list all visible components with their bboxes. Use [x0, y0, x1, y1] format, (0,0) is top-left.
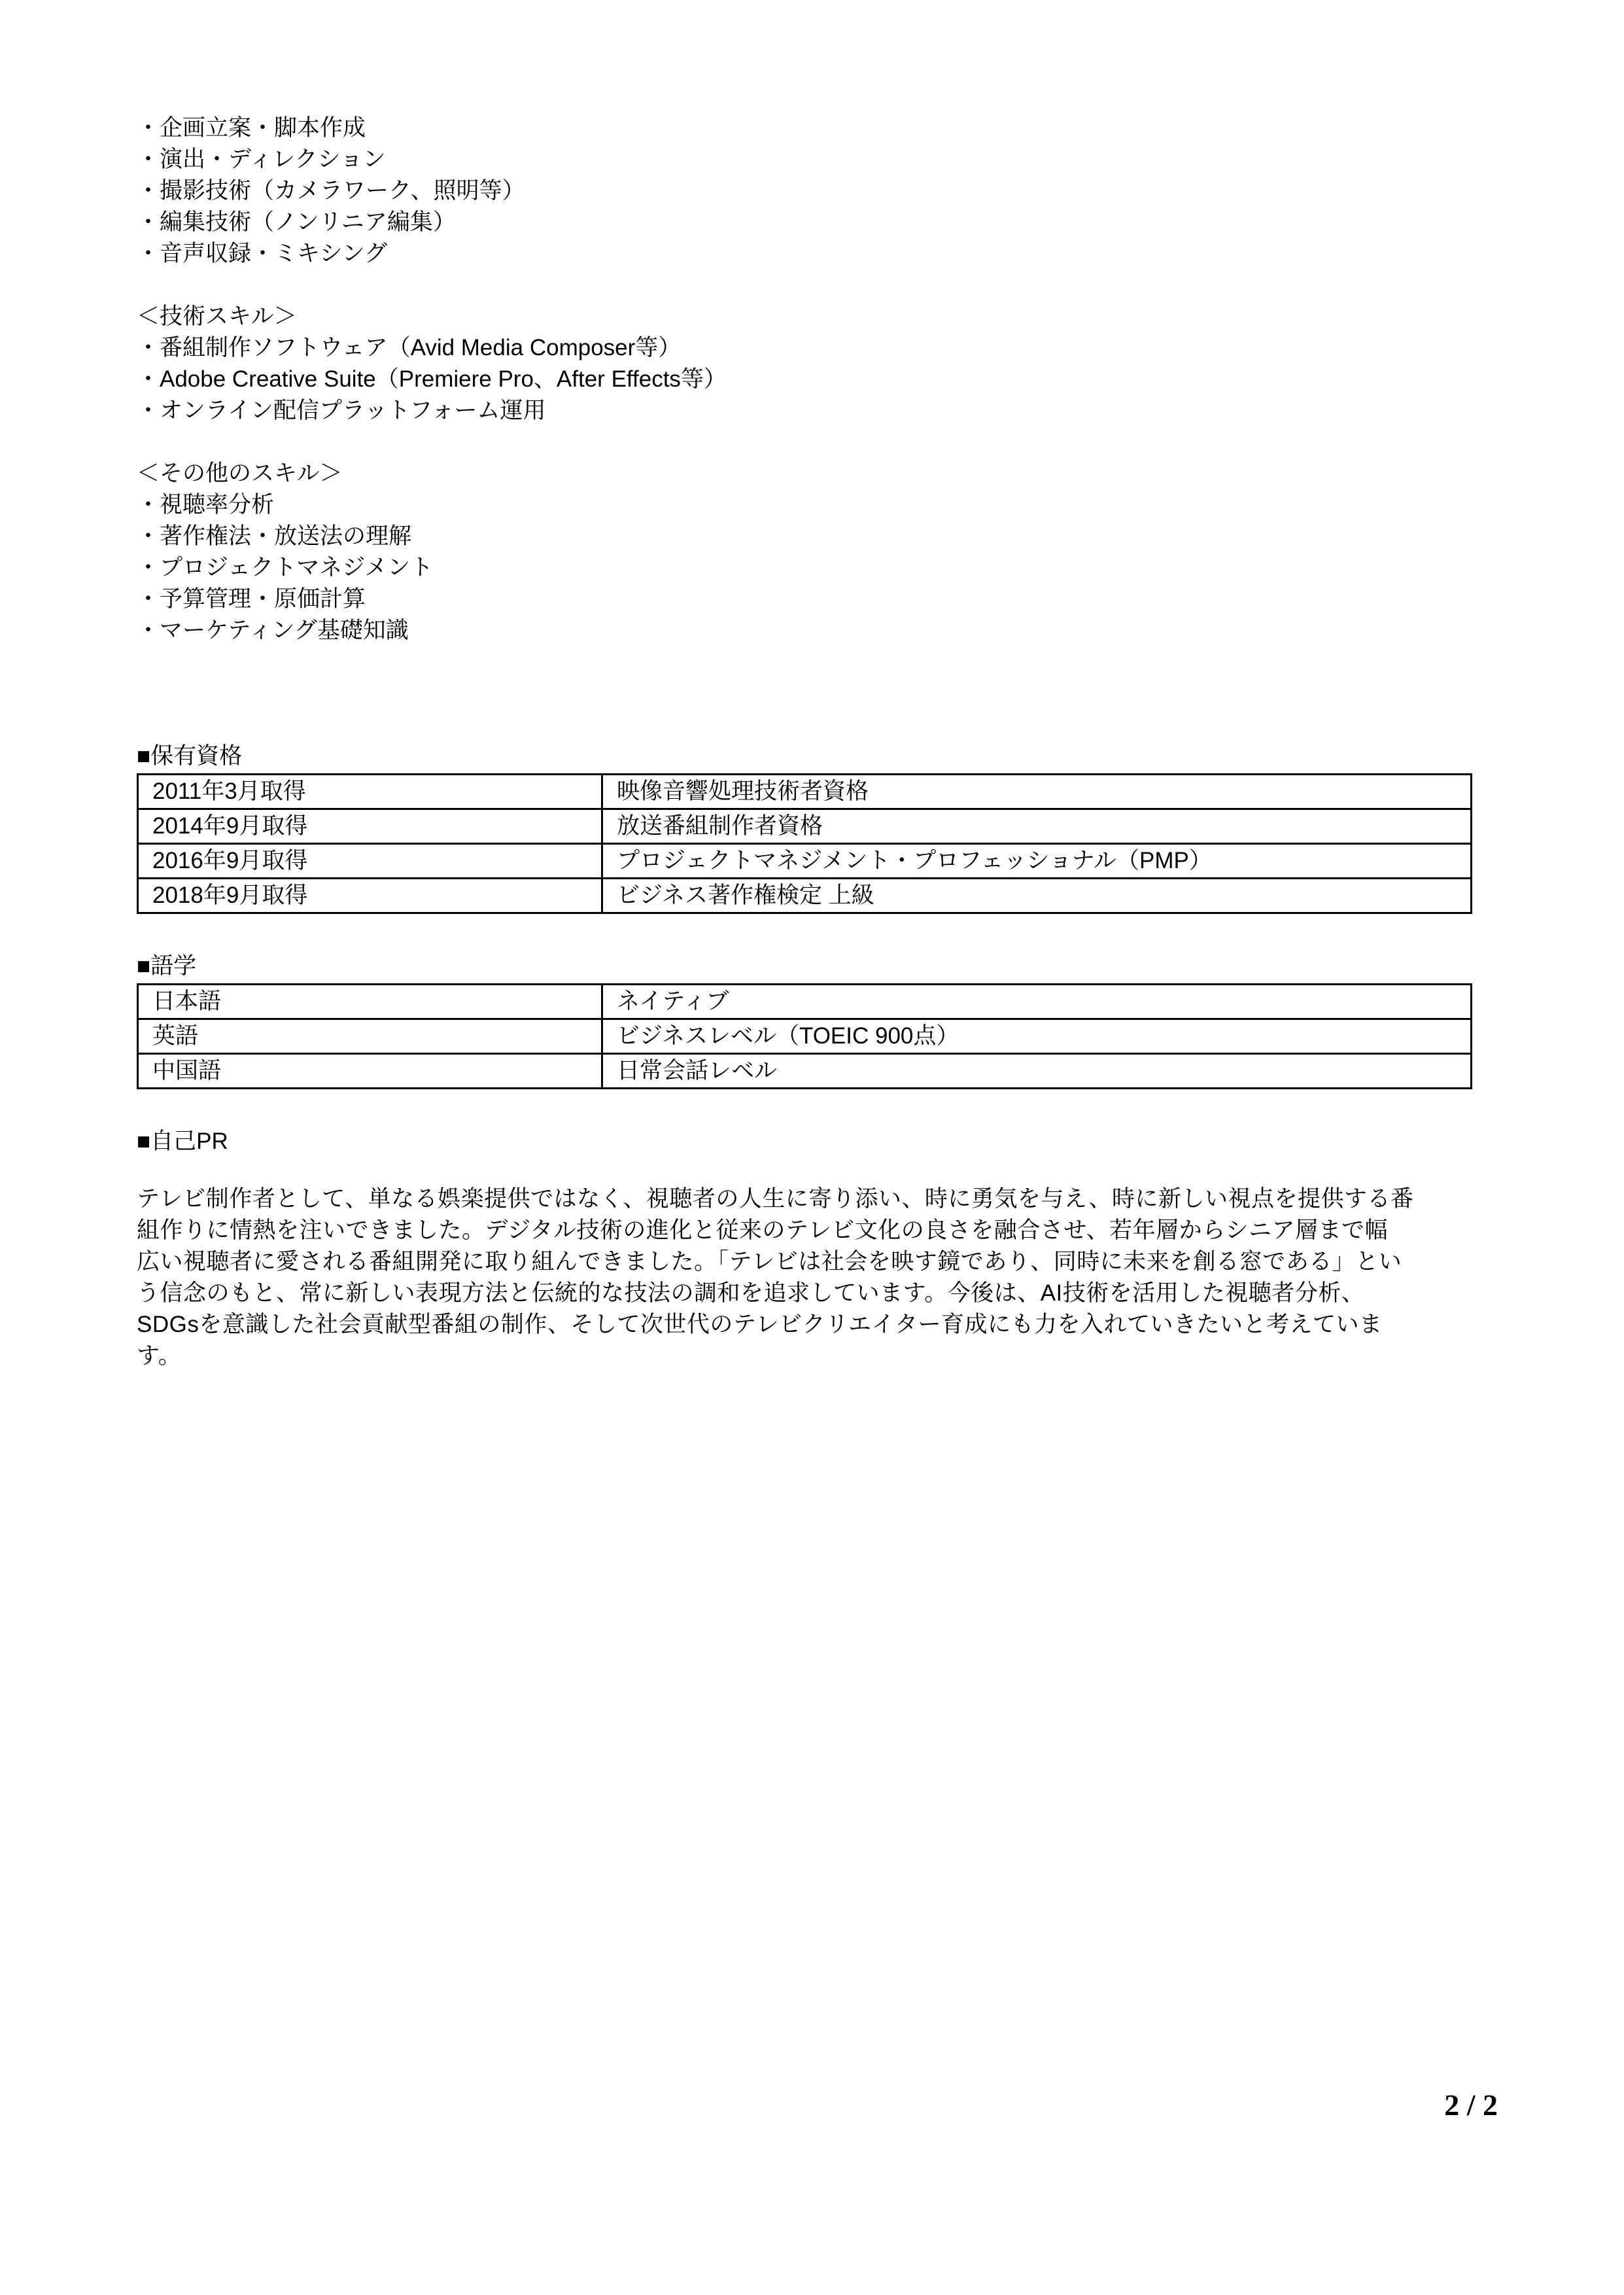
language-name-cell: 中国語 [138, 1054, 602, 1089]
list-item: ・著作権法・放送法の理解 [137, 523, 412, 549]
certifications-section [137, 741, 1498, 914]
section-heading: ＜その他のスキル＞ [137, 461, 343, 486]
table-row [138, 775, 1472, 809]
paragraph-line: す。 [137, 1343, 182, 1369]
section-heading: ■語学 [137, 953, 197, 979]
resume-content [137, 113, 1498, 1372]
certification-date-cell: 2016年9月取得 [138, 844, 602, 879]
page-number: 2 / 2 [1444, 2088, 1498, 2122]
table-row [138, 879, 1472, 913]
other-skills-section [137, 458, 1498, 646]
section-heading: ■保有資格 [137, 743, 243, 769]
certification-name-cell: プロジェクトマネジメント・プロフェッショナル（PMP） [602, 844, 1472, 879]
table-row [138, 844, 1472, 879]
list-item: ・オンライン配信プラットフォーム運用 [137, 398, 546, 423]
certification-date-cell: 2011年3月取得 [138, 775, 602, 809]
certifications-table [137, 773, 1472, 914]
certification-date-cell: 2014年9月取得 [138, 809, 602, 844]
section-heading: ■自己PR [137, 1129, 228, 1154]
list-item: ・企画立案・脚本作成 [137, 115, 366, 141]
list-item: ・音声収録・ミキシング [137, 241, 388, 266]
list-item: ・プロジェクトマネジメント [137, 555, 434, 580]
paragraph-line: 組作りに情熱を注いできました。デジタル技術の進化と従来のテレビ文化の良さを融合させ、若年層からシニア層まで幅 [137, 1218, 1389, 1243]
self-pr-paragraph [137, 1183, 1498, 1372]
list-item: ・Adobe Creative Suite（Premiere Pro、After Effects等） [137, 366, 727, 392]
technical-skills-section [137, 301, 1498, 427]
languages-section [137, 951, 1498, 1089]
paragraph-line: テレビ制作者として、単なる娯楽提供ではなく、視聴者の人生に寄り添い、時に勇気を与え、時に新しい視点を提供する番 [137, 1186, 1414, 1212]
certification-date-cell: 2018年9月取得 [138, 879, 602, 913]
table-row [138, 1054, 1472, 1089]
language-level-cell: 日常会話レベル [602, 1054, 1472, 1089]
section-heading: ＜技術スキル＞ [137, 304, 297, 329]
certification-name-cell: 放送番組制作者資格 [602, 809, 1472, 844]
list-item: ・視聴率分析 [137, 492, 275, 517]
table-row [138, 809, 1472, 844]
paragraph-line: 広い視聴者に愛される番組開発に取り組んできました。「テレビは社会を映す鏡であり、同時に未来を創る窓である」とい [137, 1249, 1402, 1274]
list-item: ・予算管理・原価計算 [137, 586, 366, 612]
language-level-cell: ネイティブ [602, 985, 1472, 1019]
table-row [138, 985, 1472, 1019]
list-item: ・番組制作ソフトウェア（Avid Media Composer等） [137, 335, 682, 360]
list-item: ・演出・ディレクション [137, 147, 386, 172]
list-item: ・マーケティング基礎知識 [137, 618, 409, 643]
self-pr-section [137, 1126, 1498, 1372]
list-item: ・編集技術（ノンリニア編集） [137, 209, 456, 235]
table-row [138, 1019, 1472, 1054]
certification-name-cell: 映像音響処理技術者資格 [602, 775, 1472, 809]
paragraph-line: SDGsを意識した社会貢献型番組の制作、そして次世代のテレビクリエイター育成にも力を入れていきたいと考えていま [137, 1312, 1383, 1337]
paragraph-line: う信念のもと、常に新しい表現方法と伝統的な技法の調和を追求しています。今後は、AI技術を活用した視聴者分析、 [137, 1280, 1365, 1306]
languages-table [137, 983, 1472, 1089]
language-level-cell: ビジネスレベル（TOEIC 900点） [602, 1019, 1472, 1054]
production-skills-list [137, 113, 1498, 270]
language-name-cell: 日本語 [138, 985, 602, 1019]
language-name-cell: 英語 [138, 1019, 602, 1054]
certification-name-cell: ビジネス著作権検定 上級 [602, 879, 1472, 913]
list-item: ・撮影技術（カメラワーク、照明等） [137, 178, 525, 203]
